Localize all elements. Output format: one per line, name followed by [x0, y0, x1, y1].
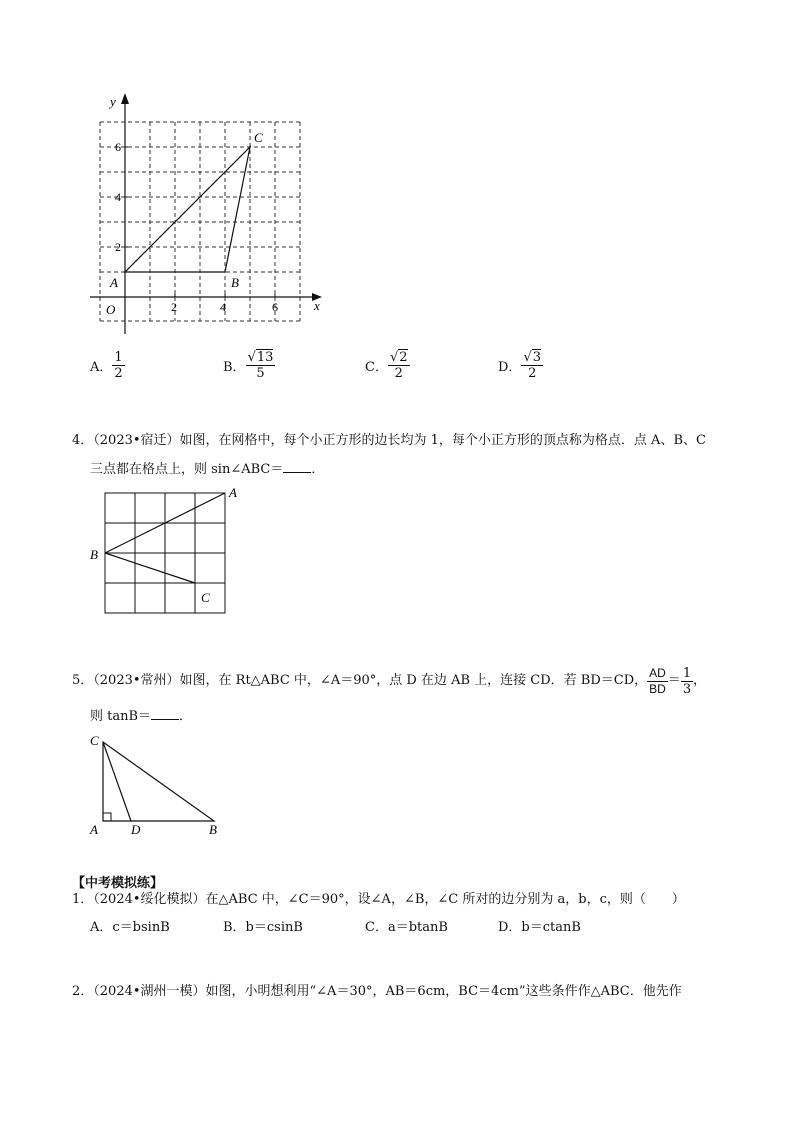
- point-d-label: D: [131, 822, 141, 837]
- x-axis-label: x: [314, 298, 320, 313]
- q4-question-line2: 三点都在格点上，则 sin∠ABC＝ ．: [90, 462, 325, 477]
- y-tick-label: 6: [115, 140, 121, 154]
- triangle-abc: [125, 147, 250, 272]
- segment-cd: [103, 742, 131, 821]
- m1-option-a: A．c＝bsinB: [90, 920, 170, 935]
- point-a-label: A: [229, 485, 237, 500]
- point-a-label: A: [90, 822, 98, 837]
- q3-option-b: B． $\frac{√13}{5}$: [223, 350, 274, 381]
- fraction-denominator: 2: [114, 366, 123, 381]
- q3-option-c: C． $\frac{√2}{2}$: [365, 350, 408, 381]
- y-axis-label: y: [110, 94, 116, 109]
- q3-option-a: A． $\frac{1}{2}$: [90, 350, 123, 381]
- q5-question-line2: 则 tanB＝ ．: [90, 709, 193, 724]
- point-a-label: A: [110, 275, 118, 290]
- y-axis-arrow: [121, 93, 129, 104]
- fraction-denominator: 5: [256, 366, 265, 381]
- y-tick-label: 2: [115, 240, 121, 254]
- right-angle-mark: [103, 813, 111, 821]
- q5-triangle-figure: [86, 728, 236, 838]
- q5-question-line1: 5．（2023•常州）如图，在 Rt△ABC 中，∠A＝90°，点 D 在边 AB 上，连接 CD．若 BD＝CD， $\frac{AD}{BD}$ ＝ $\frac{1}{3}$ ，: [72, 665, 707, 697]
- x-tick-label: 4: [220, 300, 226, 314]
- m1-option-d: D．b＝ctanB: [498, 920, 581, 935]
- q3-coordinate-graph: [80, 88, 340, 343]
- point-c-label: C: [201, 590, 210, 605]
- q4-question-line1: 4．（2023•宿迁）如图，在网格中，每个小正方形的边长均为 1，每个小正方形的顶点称为格点．点 A、B、C: [72, 433, 706, 448]
- x-tick-label: 2: [171, 300, 177, 314]
- point-c-label: C: [254, 130, 263, 145]
- section-heading: 【中考模拟练】: [72, 876, 164, 891]
- fraction-numerator: 1: [114, 350, 123, 365]
- m1-option-b: B．b＝csinB: [223, 920, 303, 935]
- grid-lines: [100, 122, 300, 321]
- q3-option-d: D． $\frac{√3}{2}$: [498, 350, 542, 381]
- origin-label: O: [106, 302, 116, 317]
- triangle-abc: [103, 742, 214, 821]
- fraction-denominator: 2: [394, 366, 403, 381]
- point-b-label: B: [90, 547, 98, 562]
- radicand: 3: [532, 350, 542, 365]
- fraction-denominator: 2: [528, 366, 537, 381]
- x-tick-label: 6: [272, 300, 278, 314]
- m1-question-line1: 1．（2024•绥化模拟）在△ABC 中，∠C＝90°，设∠A，∠B，∠C 所对的边分别为 a，b，c，则（ ）: [72, 892, 685, 907]
- q4-grid-figure: [86, 482, 256, 617]
- m2-question-line1: 2．（2024•湖州一模）如图，小明想利用“∠A＝30°，AB＝6cm，BC＝4cm”这些条件作△ABC．他先作: [72, 984, 682, 999]
- segment-bc: [105, 553, 195, 583]
- y-tick-label: 4: [115, 190, 121, 204]
- point-b-label: B: [231, 275, 239, 290]
- point-c-label: C: [90, 733, 99, 748]
- radicand: 13: [256, 350, 274, 365]
- radicand: 2: [399, 350, 408, 365]
- answer-blank: [283, 460, 311, 473]
- point-b-label: B: [209, 822, 217, 837]
- m1-option-c: C．a＝btanB: [365, 920, 448, 935]
- answer-blank: [151, 707, 179, 720]
